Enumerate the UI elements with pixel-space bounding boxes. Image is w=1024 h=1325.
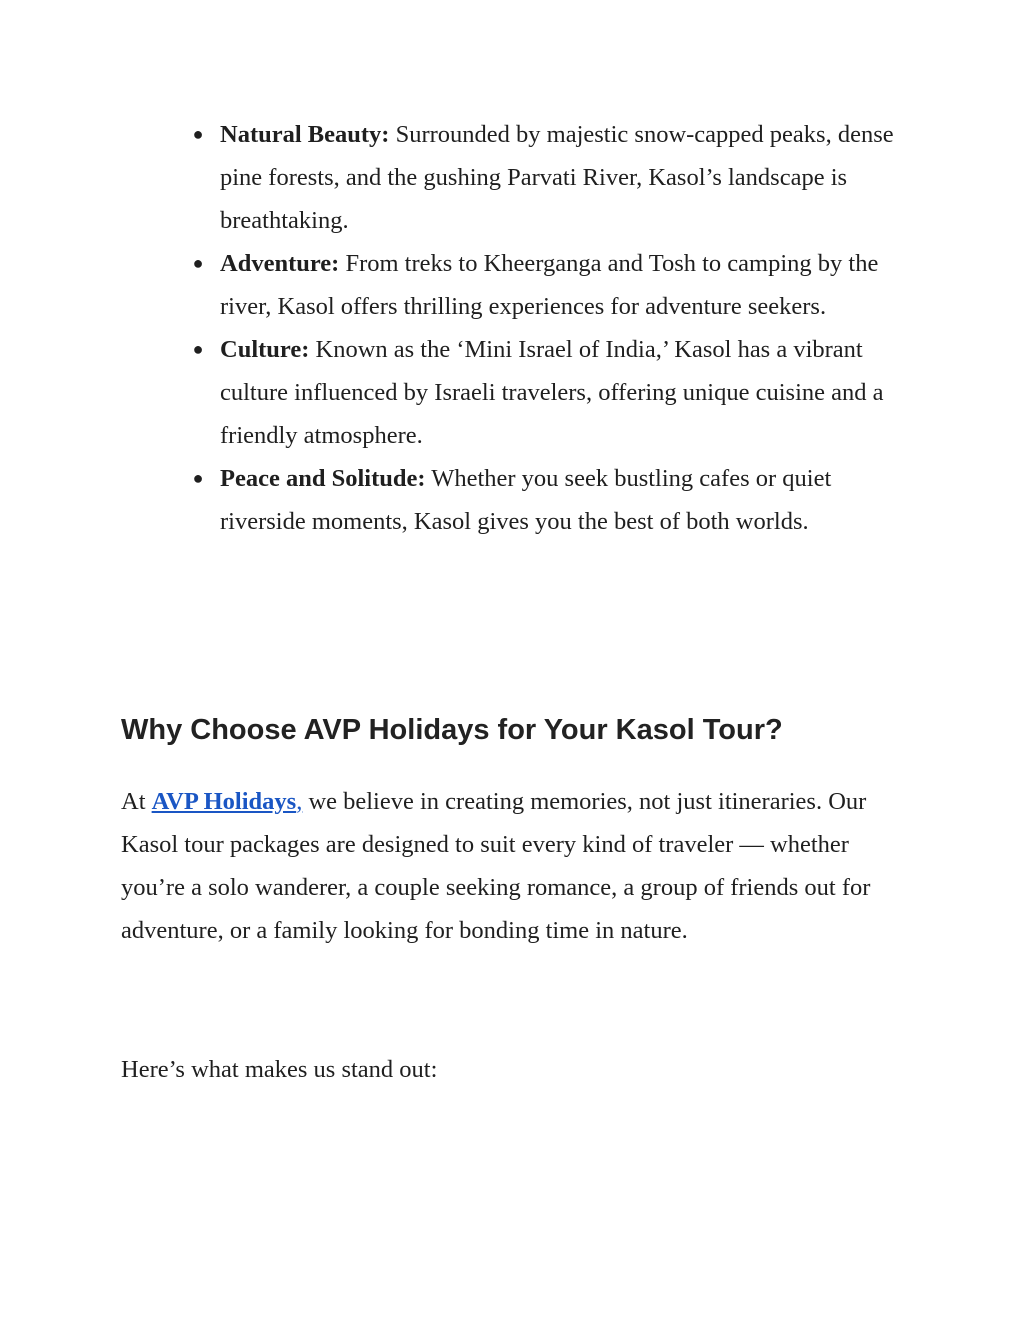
list-item-adventure — [190, 242, 910, 328]
avp-holidays-link[interactable]: AVP Holidays — [151, 788, 297, 815]
highlight-description: Whether you seek bustling cafes or quiet riverside moments, Kasol gives you the best of both worlds. — [220, 465, 832, 535]
bullet-icon: ● — [192, 124, 204, 144]
highlight-term: Natural Beauty: — [220, 121, 390, 148]
kasol-highlights-list — [190, 113, 910, 543]
link-comma: , — [296, 788, 303, 815]
intro-prefix: At — [121, 788, 152, 815]
closing-paragraph: Here’s what makes us stand out: — [121, 1056, 438, 1083]
highlight-term: Culture: — [220, 336, 310, 363]
highlight-term: Peace and Solitude: — [220, 465, 426, 492]
bullet-icon: ● — [192, 468, 204, 488]
list-item-culture — [190, 328, 910, 457]
intro-paragraph — [121, 780, 911, 952]
list-item-natural-beauty — [190, 113, 910, 242]
highlight-description: Known as the ‘Mini Israel of India,’ Kasol has a vibrant culture influenced by Israeli travelers, offering unique cuisine and a friendly atmosphere. — [220, 336, 884, 449]
highlight-term: Adventure: — [220, 250, 340, 277]
bullet-icon: ● — [192, 253, 204, 273]
highlight-description: Surrounded by majestic snow-capped peaks, dense pine forests, and the gushing Parvati River, Kasol’s landscape is breathtaking. — [220, 121, 894, 234]
highlight-description: From treks to Kheerganga and Tosh to camping by the river, Kasol offers thrilling experiences for adventure seekers. — [220, 250, 879, 320]
list-item-peace-and-solitude — [190, 457, 910, 543]
section-heading: Why Choose AVP Holidays for Your Kasol Tour? — [121, 714, 783, 746]
bullet-icon: ● — [192, 339, 204, 359]
intro-body: we believe in creating memories, not just itineraries. Our Kasol tour packages are designed to suit every kind of traveler — whether you’re a solo wanderer, a couple seeking romance, a group of friends out for adventure, or a family looking for bonding time in nature. — [121, 788, 871, 944]
